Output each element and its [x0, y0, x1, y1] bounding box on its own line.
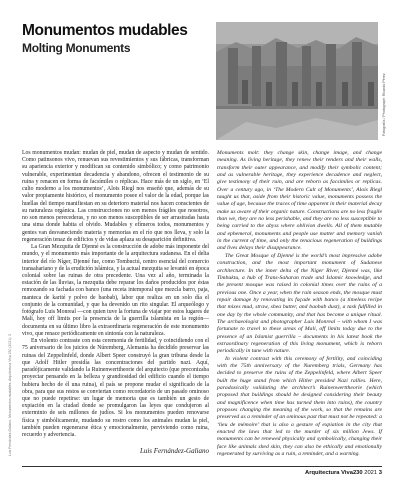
- spanish-paragraph: La Gran Mezquita de Djenné es la construcción de adobe más imponente del mundo, y el monumento más importante de la arquitectura sudanesa. En el delta interior del río Níger, Djenné fue, como Tombuctú, centro esencial del comercio transahariano y de la erudición islámica, y la actual mezquita se levantó en época colonial sobre las ruinas de otra precedente. Una vez al año, terminada la estación de las lluvias, la mezquita debe reparar los daños producidos por éstas remozando su fachada con banco (una receta intemporal que mezcla barro, paja, manteca de karité y polvo de baobab), labor que realiza en un solo día el conjunto de la comunidad, y que ha devenido un rito singular. El arqueólogo y fotógrafo Luis Monreal —con quien tuve la fortuna de viajar por estos lugares de Malí, hoy off limits por la presencia de la guerrilla islamista en la región— documenta en su último libro la extraordinaria regeneración de este monumento vivo, que renace periódicamente en sintonía con la naturaleza.: [22, 244, 209, 337]
- english-paragraph: In violent contrast with this ceremony of fertility, and coinciding with the 75th anniversary of the Nuremberg trials, Germany has decided to preserve the ruins of the Zeppelinfeld, where Albert Speer built the huge stand from which Hitler presided Nazi rallies. Here, paradoxically validating the architect’s Ruinenwerttheorie (which proposed that buildings should be designed considering their beauty and magnificence when time has turned them into ruins), the country proposes changing the meaning of the work, so that the remains are preserved as a reminder of an ominous past that must not be repeated: a ‘lieu de mémoire’ that is also a gesture of expiation in the city that enacted the laws that led to the murder of six million Jews. If monuments can be renewed physically and symbolically, changing their face like animals shed skin, they can also be ethically and emotionally regenerated by surviving as a ruin, a reminder, and a warning.: [217, 355, 382, 458]
- issue-number: 230: [352, 470, 363, 476]
- page-folio: [305, 470, 382, 476]
- spanish-paragraph: Los monumentos mudan: mudan de piel, mudan de aspecto y mudan de sentido. Como patinsonos vivo, renuevan sus revestimientos y sus fábricas, transforman su apariencia exterior y modifican su contenido simbólico; y como patrimonio vulnerable, experimentan decadencia y abandono, ofrecen el testimonio de su ruina y renacen en forma de facsímiles o réplicas. Hace más de un siglo, en ‘El culto moderno a los monumentos’, Alois Riegl nos enseñó que, además de su valor propiamente histórico, el monumento posee el valor de la edad, porque las huellas del tiempo manifiestan en su deterioro material nos hacen conscientes de su naturaleza orgánica. Las construcciones no son menos frágiles que nosotros, no son menos perecederas, y no son menos susceptibles de ser arrastradas hasta una sima donde habita el olvido. Mudables y efímeros todos, monumentos y gentes van desvaneciendo materia y memorias en el río que nos lleva, y solo la regeneración tenaz de edificios y de vidas aplaza su desaparición definitiva.: [22, 150, 209, 243]
- english-body-column: [217, 150, 382, 458]
- spanish-body-column: [22, 150, 209, 439]
- article-title: Monumentos mudables: [22, 22, 188, 39]
- photo-credit-text: Fotografía / Photograph: Ricardo Pérez: [382, 73, 386, 136]
- english-paragraph: Monuments molt: they change skin, change image, and change meaning. As living heritage, they renew their renders and their walls, transform their outer appearance, and modify their symbolic content; and as vulnerable heritage, they experience decadence and neglect, give testimony of their ruin, and are reborn as facsimiles or replicas. Over a century ago, in ‘The Modern Cult of Monuments’, Alois Riegl taught us that, aside from their historic value, monuments possess the value of age, because the traces of time apparent in their material decay make us aware of their organic nature. Constructions are no less fragile than we, they are no less perishable, and they are no less susceptible to being carried to the abyss where oblivion dwells. All of them mutable and ephemeral, monuments and people use matter and memory vanish in the current of time, and only the tenacious regeneration of buildings and lives delays their disappearance.: [217, 150, 382, 252]
- footer-rule: [22, 466, 382, 467]
- photo-credit: [382, 24, 388, 136]
- magazine-name: Arquitectura Viva: [305, 470, 353, 476]
- citation-sidebar: [8, 176, 14, 456]
- issue-year: 2021: [364, 470, 378, 476]
- page-number: 3: [378, 470, 382, 476]
- spanish-paragraph: En violento contraste con esta ceremonia de fertilidad, y coincidiendo con el 75 aniversario de los juicios de Núremberg, Alemania ha decidido preservar las ruinas del Zeppelinfeld, donde Albert Speer construyó la gran tribuna desde la que Adolf Hitler presidía las concentraciones del partido nazi. Aquí, paradójicamente validando la Ruinenwerttheorie del arquitecto (que preconizaba proyectar pensando en la belleza y grandiosidad del edificio cuando el tiempo hubiera hecho de él una ruina), el país se propone mudar el significado de la obra, para que sus restos se conviertan como recordatorio de un pasado ominoso que no puede repetirse: un lugar de memoria que es también un gesto de expiación en la ciudad donde se promulgaron las leyes que condujeron al exterminio de seis millones de judíos. Si los monumentos pueden renovarse física y simbólicamente, mudando su rostro como los animales mudan la piel, también pueden regenerarse ética y emocionalmente, perviviendo como ruina, recuerdo y advertencia.: [22, 338, 209, 439]
- author-signature: Luis Fernández-Galiano: [139, 447, 209, 455]
- article-subtitle: Molting Monuments: [22, 41, 131, 55]
- english-paragraph: The Great Mosque of Djenné is the world’s most impressive adobe construction, and the most important monument of Sudanese architecture. In the inner delta of the Niger River, Djenné was, like Timbuktu, a hub of Trans-Saharan trade and Islamic knowledge, and the present mosque was raised in colonial times over the ruins of a previous one. Once a year, when the rain season ends, the mosque must repair damage by renovating its façade with banco (a timeless recipe that mixes mud, straw, shea butter, and baobab dust), a task fulfilled in one day by the whole community, and that has become a unique ritual. The archaeologist and photographer Luis Monreal – with whom I was fortunate to travel to these areas of Mali, off limits today due to the presence of an Islamist guerrilla – documents in his latest book the extraordinary regeneration of this living monument, which is reborn periodically in tune with nature.: [217, 252, 382, 355]
- citation-text: Luis Fernández-Galiano. Monumentos mudables. Arquitectura Viva 230 (2021): 3: [8, 334, 12, 456]
- monument-photo: [216, 22, 378, 140]
